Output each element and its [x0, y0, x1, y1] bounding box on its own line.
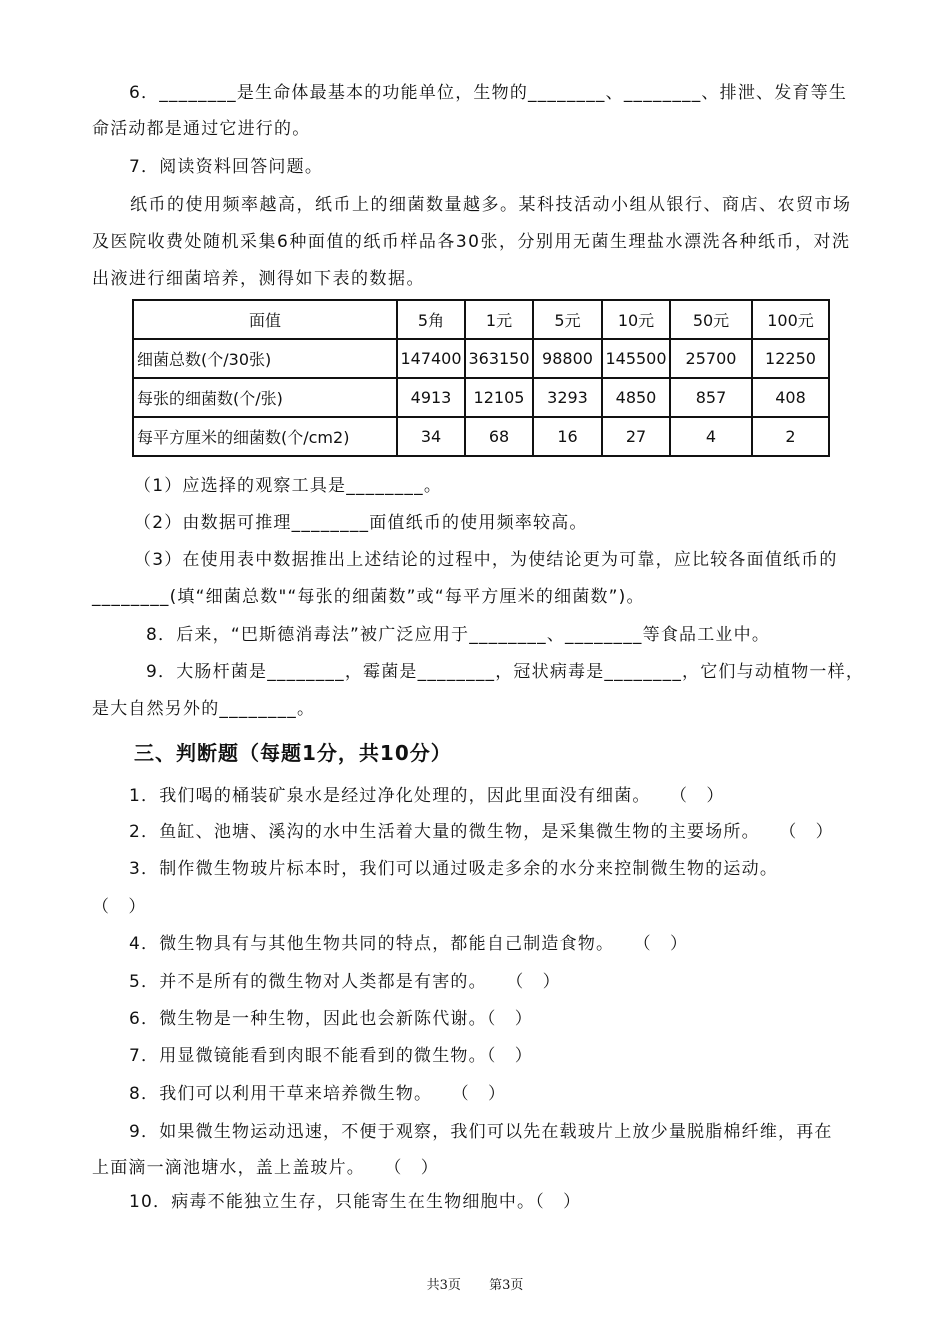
table-header-cell: 100元: [752, 300, 829, 339]
judge-item: 1．我们喝的桶装矿泉水是经过净化处理的，因此里面没有细菌。 （ ）: [129, 786, 725, 806]
table-header-cell: 50元: [670, 300, 752, 339]
table-cell: 145500: [602, 339, 670, 378]
table-cell: 408: [752, 378, 829, 417]
judge-item: 8．我们可以利用干草来培养微生物。 （ ）: [129, 1084, 507, 1104]
page-current: 第3页: [489, 1278, 524, 1293]
table-row-label: 每平方厘米的细菌数(个/cm2): [133, 417, 397, 456]
q6-line1: 6．________是生命体最基本的功能单位，生物的________、________、排泄、发育等生: [129, 83, 848, 103]
q7-sub2: （2）由数据可推理________面值纸币的使用频率较高。: [134, 513, 588, 533]
table-cell: 4913: [397, 378, 465, 417]
table-cell: 34: [397, 417, 465, 456]
bacteria-table: [132, 299, 830, 457]
table-cell: 12250: [752, 339, 829, 378]
table-cell: 4850: [602, 378, 670, 417]
judge-item: （ ）: [92, 897, 147, 917]
judge-item: 10．病毒不能独立生存，只能寄生在生物细胞中。（ ）: [129, 1192, 582, 1212]
q7-sub1: （1）应选择的观察工具是________。: [134, 476, 443, 496]
q8-text: 8．后来，“巴斯德消毒法”被广泛应用于________、________等食品工业中。: [146, 625, 771, 645]
q9-line1: 9．大肠杆菌是________，霉菌是________，冠状病毒是________，它们与动植物一样，: [146, 662, 865, 682]
q9-line2: 是大自然另外的________。: [92, 699, 316, 719]
q7-sub3-line1: （3）在使用表中数据推出上述结论的过程中，为使结论更为可靠，应比较各面值纸币的: [134, 550, 838, 570]
table-cell: 147400: [397, 339, 465, 378]
table-header-cell: 5角: [397, 300, 465, 339]
table-header-row: [133, 300, 829, 339]
table-cell: 68: [465, 417, 533, 456]
page-footer: [0, 1274, 950, 1293]
table-cell: 12105: [465, 378, 533, 417]
table-row-label: 每张的细菌数(个/张): [133, 378, 397, 417]
table-cell: 98800: [533, 339, 602, 378]
judge-item: 7．用显微镜能看到肉眼不能看到的微生物。（ ）: [129, 1046, 533, 1066]
page-total: 共3页: [426, 1278, 461, 1293]
judge-item: 6．微生物是一种生物，因此也会新陈代谢。（ ）: [129, 1009, 533, 1029]
judge-item: 2．鱼缸、池塘、溪沟的水中生活着大量的微生物，是采集微生物的主要场所。 （ ）: [129, 822, 834, 842]
section3-title: 三、判断题（每题1分，共10分）: [134, 741, 452, 765]
table-cell: 25700: [670, 339, 752, 378]
q6-line2: 命活动都是通过它进行的。: [92, 119, 311, 139]
table-cell: 3293: [533, 378, 602, 417]
q7-sub3-line2: ________(填“细菌总数"“每张的细菌数”或“每平方厘米的细菌数”)。: [92, 587, 645, 607]
judge-item: 9．如果微生物运动迅速，不便于观察，我们可以先在载玻片上放少量脱脂棉纤维，再在: [129, 1122, 833, 1142]
table-header-cell: 面值: [133, 300, 397, 339]
table-row-label: 细菌总数(个/30张): [133, 339, 397, 378]
table-cell: 16: [533, 417, 602, 456]
judge-item: 5．并不是所有的微生物对人类都是有害的。 （ ）: [129, 972, 561, 992]
table-cell: 27: [602, 417, 670, 456]
table-cell: 2: [752, 417, 829, 456]
judge-item: 4．微生物具有与其他生物共同的特点，都能自己制造食物。 （ ）: [129, 934, 689, 954]
table-cell: 363150: [465, 339, 533, 378]
table-header-cell: 1元: [465, 300, 533, 339]
q7-passage: 纸币的使用频率越高，纸币上的细菌数量越多。某科技活动小组从银行、商店、农贸市场及医院收费处随机采集6种面值的纸币样品各30张，分别用无菌生理盐水漂洗各种纸币，对洗出液进行细菌培养，测得如下表的数据。: [92, 195, 852, 289]
table-row: [133, 378, 829, 417]
table-row: [133, 417, 829, 456]
table-header-cell: 5元: [533, 300, 602, 339]
judge-item: 上面滴一滴池塘水，盖上盖玻片。 （ ）: [92, 1158, 439, 1178]
judge-item: 3．制作微生物玻片标本时，我们可以通过吸走多余的水分来控制微生物的运动。: [129, 859, 779, 879]
table-cell: 4: [670, 417, 752, 456]
q7-title: 7．阅读资料回答问题。: [129, 157, 324, 177]
table-header-cell: 10元: [602, 300, 670, 339]
table-row: [133, 339, 829, 378]
table-cell: 857: [670, 378, 752, 417]
